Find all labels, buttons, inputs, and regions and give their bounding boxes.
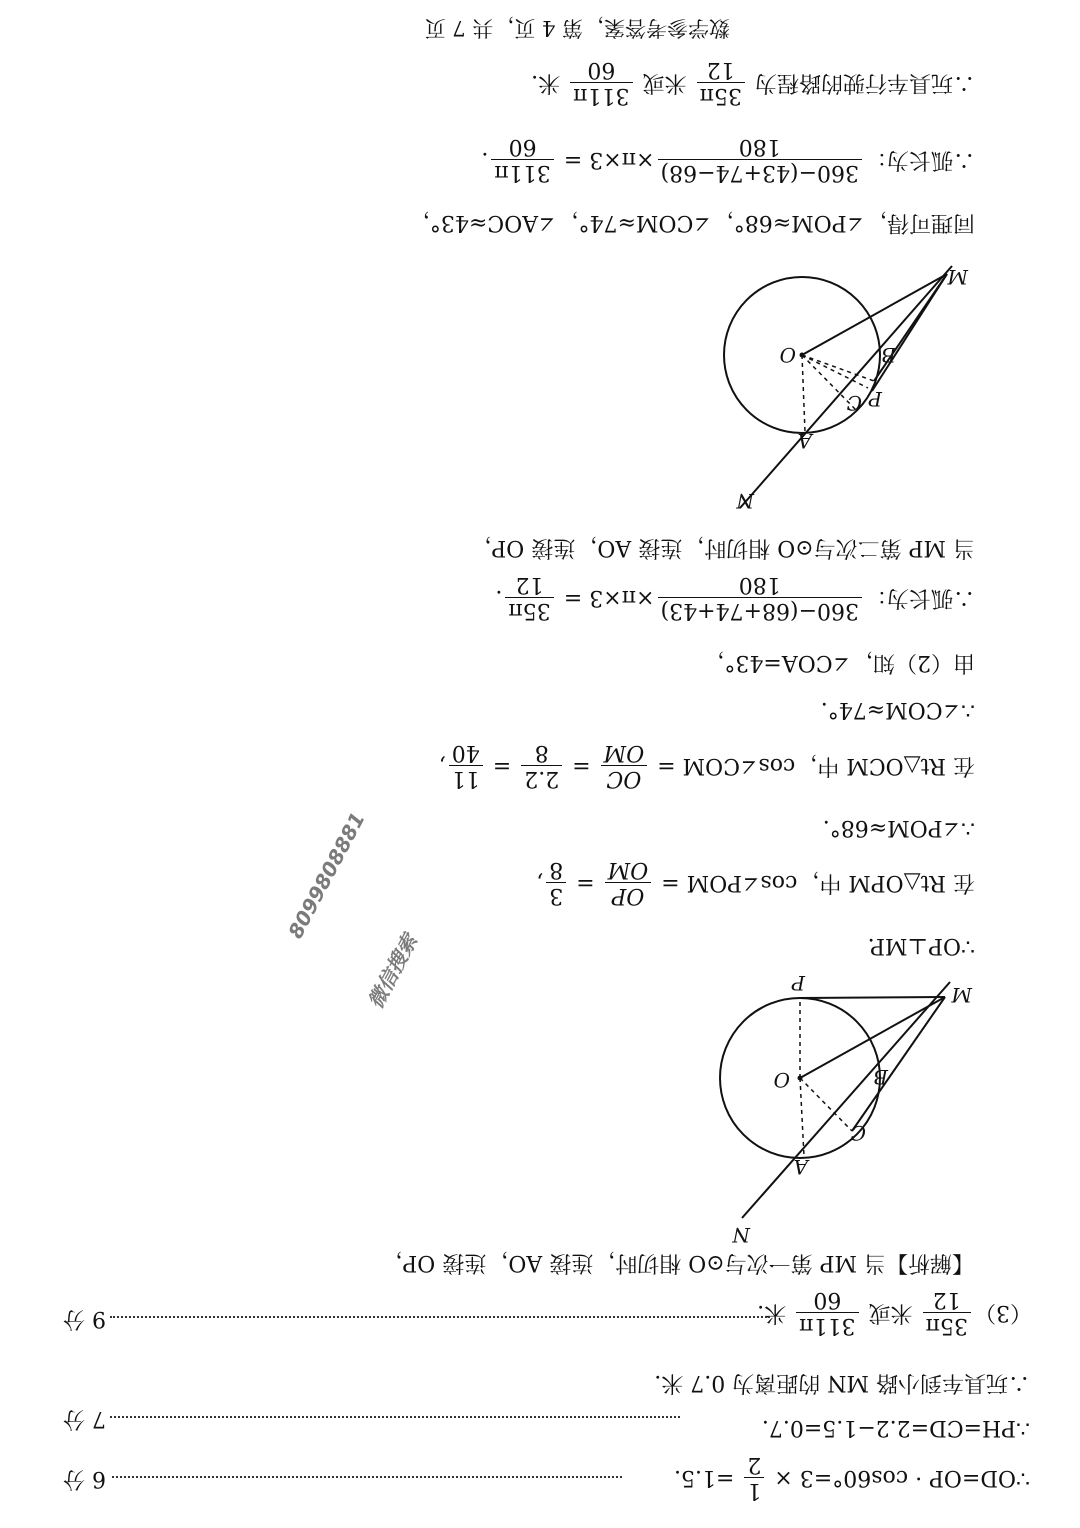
watermark-chinese: 微信搜索 — [363, 930, 422, 1013]
label-O: O — [773, 1068, 790, 1092]
score-mark: 7 分 — [63, 1406, 106, 1431]
label-N: N — [732, 1223, 750, 1247]
label-P: P — [868, 387, 882, 411]
pom-line: ∴∠POM≈68°. — [822, 815, 975, 840]
route-line: ∴玩具车行驶的路程为 35π 12 米或 311π 60 米. — [531, 56, 975, 108]
ph-line: ∴PH=CD=2.2−1.5=0.7. — [761, 1415, 1030, 1440]
label-C: C — [846, 391, 862, 415]
second-tangent-line: 当 MP 第二次与⊙O 相切时，连接 AO，连接 OP， — [469, 535, 975, 560]
label-N: N — [736, 489, 754, 513]
label-M: M — [947, 265, 968, 289]
analysis-line: 【解析】当 MP 第一次与⊙O 相切时，连接 AO，连接 OP， — [380, 1250, 974, 1275]
watermark-number: 8099808881 — [283, 808, 370, 943]
cos-com-line: 在 Rt△OCM 中，cos∠COM = OC OM = 2.2 8 = 11 40 , — [438, 739, 975, 791]
label-A: A — [793, 1155, 808, 1179]
same-reasoning-line: 同理可得，∠POM≈68°，∠COM≈74°，∠AOC≈43°， — [407, 210, 975, 235]
op-perp-line: ∵OP⊥MP. — [867, 933, 975, 958]
score-mark: 6 分 — [63, 1466, 106, 1491]
page-header: 数学参考答案，第 4 页，共 7 页 — [424, 16, 730, 40]
label-P: P — [791, 971, 805, 995]
coa-line: 由（2）知，∠COA=43°， — [702, 650, 975, 675]
part3-answer: （3） 35π 12 米或 311π 60 米. — [757, 1286, 1032, 1338]
label-B: B — [873, 1065, 888, 1089]
score-mark: 9 分 — [63, 1306, 106, 1331]
arc1-line: ∴弧长为： 360−(68+74+43) 180 ×π×3 = 35π 12 . — [495, 571, 975, 623]
label-A: A — [797, 429, 812, 453]
cos-pom-line: 在 Rt△OPM 中，cos∠POM = OP OM = 3 8 , — [536, 856, 975, 908]
label-C: C — [850, 1121, 866, 1145]
label-B: B — [881, 343, 896, 367]
od-line: ∵OD=OP · cos60°=3 × 1 2 =1.5. — [673, 1451, 1030, 1503]
distance-line: ∴玩具车到小路 MN 的距离为 0.7 米. — [654, 1370, 1030, 1395]
com-line: ∴∠COM≈74°. — [820, 697, 975, 722]
label-O: O — [779, 343, 796, 367]
label-M: M — [951, 983, 972, 1007]
arc2-line: ∴弧长为： 360−(43+74−68) 180 ×π×3 = 311π 60 . — [481, 133, 975, 185]
